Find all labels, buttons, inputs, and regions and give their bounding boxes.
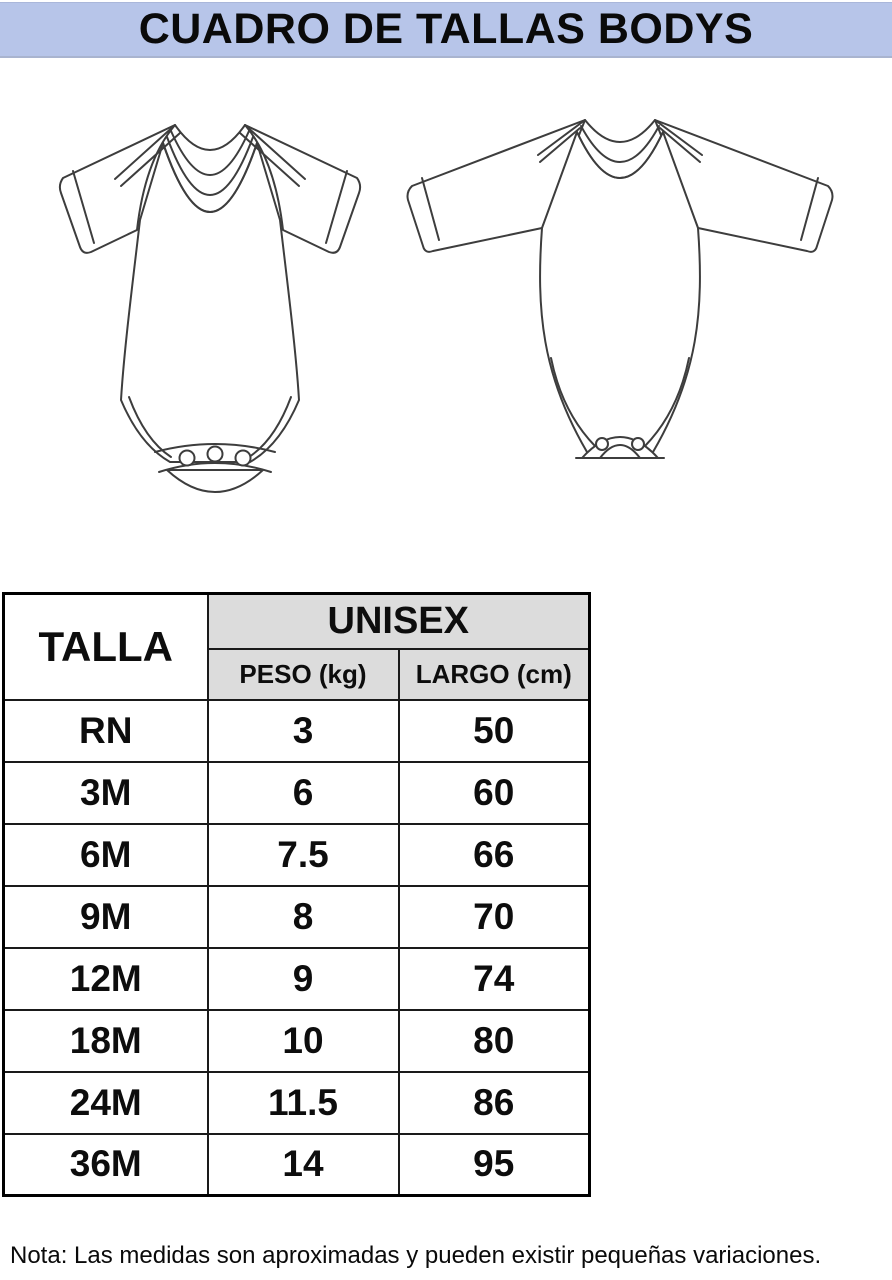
body-panel xyxy=(121,143,299,462)
peso-cell: 14 xyxy=(208,1134,399,1196)
largo-cell: 70 xyxy=(399,886,590,948)
talla-cell: 24M xyxy=(4,1072,208,1134)
peso-cell: 11.5 xyxy=(208,1072,399,1134)
title-bar xyxy=(0,2,892,58)
table-row xyxy=(4,762,590,824)
talla-cell: 36M xyxy=(4,1134,208,1196)
disclaimer-note: Nota: Las medidas son aproximadas y pueden existir pequeñas variaciones. xyxy=(10,1242,822,1269)
column-header-largo: LARGO (cm) xyxy=(399,649,590,700)
largo-cell: 80 xyxy=(399,1010,590,1072)
peso-cell: 7.5 xyxy=(208,824,399,886)
snap-button xyxy=(632,438,644,450)
talla-cell: RN xyxy=(4,700,208,762)
snap-button xyxy=(180,451,195,466)
talla-cell: 9M xyxy=(4,886,208,948)
snap-button xyxy=(236,451,251,466)
page-title: CUADRO DE TALLAS BODYS xyxy=(138,5,754,53)
size-table xyxy=(2,592,591,1197)
short-sleeve-bodysuit-sketch xyxy=(45,100,375,500)
largo-cell: 95 xyxy=(399,1134,590,1196)
largo-cell: 66 xyxy=(399,824,590,886)
table-row xyxy=(4,886,590,948)
table-row xyxy=(4,824,590,886)
snap-button xyxy=(208,447,223,462)
peso-cell: 8 xyxy=(208,886,399,948)
snap-button xyxy=(596,438,608,450)
column-header-talla: TALLA xyxy=(4,594,208,700)
table-row xyxy=(4,1134,590,1196)
talla-cell: 12M xyxy=(4,948,208,1010)
talla-cell: 3M xyxy=(4,762,208,824)
largo-cell: 60 xyxy=(399,762,590,824)
largo-cell: 86 xyxy=(399,1072,590,1134)
table-row xyxy=(4,700,590,762)
long-sleeve-bodysuit-sketch xyxy=(390,100,850,500)
short-sleeve-bodysuit-illustration xyxy=(45,100,375,500)
largo-cell: 50 xyxy=(399,700,590,762)
table-row xyxy=(4,1010,590,1072)
talla-cell: 18M xyxy=(4,1010,208,1072)
long-sleeve-bodysuit-illustration xyxy=(390,100,850,500)
body-panel xyxy=(540,132,700,458)
column-header-peso: PESO (kg) xyxy=(208,649,399,700)
peso-cell: 9 xyxy=(208,948,399,1010)
table-row xyxy=(4,948,590,1010)
largo-cell: 74 xyxy=(399,948,590,1010)
peso-cell: 3 xyxy=(208,700,399,762)
group-header-unisex: UNISEX xyxy=(208,594,590,649)
table-row xyxy=(4,1072,590,1134)
peso-cell: 10 xyxy=(208,1010,399,1072)
talla-cell: 6M xyxy=(4,824,208,886)
bottom-hem xyxy=(167,470,263,492)
peso-cell: 6 xyxy=(208,762,399,824)
